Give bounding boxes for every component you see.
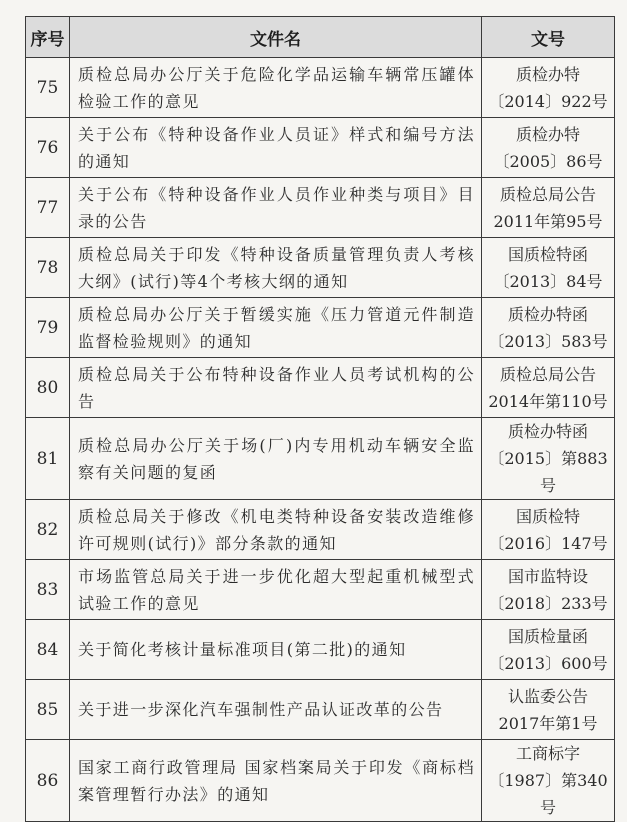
doc-number-line1: 质检办特函	[507, 304, 588, 324]
table-row	[26, 500, 615, 560]
row-file-name: 质检总局关于印发《特种设备质量管理负责人考核大纲》(试行)等4个考核大纲的通知	[70, 238, 482, 298]
doc-number-line2: 〔2013〕600号	[488, 653, 608, 673]
doc-number-line1: 质检总局公告	[499, 184, 596, 204]
row-doc-number	[482, 118, 615, 178]
doc-number-line2: 〔2018〕233号	[488, 593, 608, 613]
table-row	[26, 58, 615, 118]
row-file-name: 质检总局办公厅关于危险化学品运输车辆常压罐体检验工作的意见	[70, 58, 482, 118]
doc-number-line2: 〔2014〕922号	[488, 91, 608, 111]
row-doc-number	[482, 298, 615, 358]
doc-number-line1: 国质检量函	[507, 626, 588, 646]
table-row	[26, 238, 615, 298]
row-seq: 84	[26, 620, 70, 680]
row-file-name: 质检总局关于修改《机电类特种设备安装改造维修许可规则(试行)》部分条款的通知	[70, 500, 482, 560]
row-seq: 80	[26, 358, 70, 418]
table-body	[26, 58, 615, 822]
doc-number-line2: 〔1987〕第340号	[488, 771, 608, 817]
row-doc-number	[482, 418, 615, 500]
doc-number-line2: 〔2013〕84号	[493, 271, 603, 291]
table-row	[26, 740, 615, 822]
row-seq: 78	[26, 238, 70, 298]
table-row	[26, 620, 615, 680]
row-file-name: 关于简化考核计量标准项目(第二批)的通知	[70, 620, 482, 680]
row-file-name: 关于公布《特种设备作业人员作业种类与项目》目录的公告	[70, 178, 482, 238]
doc-number-line1: 质检总局公告	[499, 364, 596, 384]
row-file-name: 质检总局关于公布特种设备作业人员考试机构的公告	[70, 358, 482, 418]
doc-number-line2: 2017年第1号	[498, 713, 598, 733]
doc-number-line2: 〔2013〕583号	[488, 331, 608, 351]
header-doc-number: 文号	[482, 17, 615, 58]
doc-number-line1: 认监委公告	[507, 686, 588, 706]
row-seq: 85	[26, 680, 70, 740]
doc-number-line2: 2011年第95号	[493, 211, 603, 231]
doc-number-line1: 国质检特	[515, 506, 580, 526]
row-seq: 86	[26, 740, 70, 822]
header-file-name: 文件名	[70, 17, 482, 58]
table-row	[26, 118, 615, 178]
file-list-table	[25, 16, 615, 822]
row-doc-number	[482, 680, 615, 740]
doc-number-line1: 质检办特函	[507, 422, 588, 441]
doc-number-line2: 2014年第110号	[488, 391, 608, 411]
row-file-name: 质检总局办公厅关于暂缓实施《压力管道元件制造监督检验规则》的通知	[70, 298, 482, 358]
row-file-name: 关于公布《特种设备作业人员证》样式和编号方法的通知	[70, 118, 482, 178]
table-row	[26, 560, 615, 620]
row-doc-number	[482, 178, 615, 238]
table-row	[26, 680, 615, 740]
row-file-name: 关于进一步深化汽车强制性产品认证改革的公告	[70, 680, 482, 740]
row-seq: 79	[26, 298, 70, 358]
row-file-name: 国家工商行政管理局 国家档案局关于印发《商标档案管理暂行办法》的通知	[70, 740, 482, 822]
doc-number-line2: 〔2016〕147号	[488, 533, 608, 553]
row-doc-number	[482, 500, 615, 560]
doc-number-line2: 〔2015〕第883号	[488, 449, 608, 495]
header-seq: 序号	[26, 17, 70, 58]
row-file-name: 市场监管总局关于进一步优化超大型起重机械型式试验工作的意见	[70, 560, 482, 620]
doc-number-line1: 国市监特设	[507, 566, 588, 586]
doc-number-line1: 质检办特	[515, 124, 580, 144]
table-header-row	[26, 17, 615, 58]
row-doc-number	[482, 358, 615, 418]
doc-number-line2: 〔2005〕86号	[493, 151, 603, 171]
row-doc-number	[482, 740, 615, 822]
row-seq: 82	[26, 500, 70, 560]
table-row	[26, 358, 615, 418]
row-seq: 76	[26, 118, 70, 178]
row-seq: 75	[26, 58, 70, 118]
row-seq: 77	[26, 178, 70, 238]
row-doc-number	[482, 560, 615, 620]
row-doc-number	[482, 58, 615, 118]
row-seq: 81	[26, 418, 70, 500]
doc-number-line1: 质检办特	[515, 64, 580, 84]
doc-number-line1: 国质检特函	[507, 244, 588, 264]
table-row	[26, 298, 615, 358]
table-row	[26, 178, 615, 238]
doc-number-line1: 工商标字	[515, 744, 580, 763]
row-doc-number	[482, 620, 615, 680]
table-row	[26, 418, 615, 500]
row-seq: 83	[26, 560, 70, 620]
row-file-name: 质检总局办公厅关于场(厂)内专用机动车辆安全监察有关问题的复函	[70, 418, 482, 500]
row-doc-number	[482, 238, 615, 298]
